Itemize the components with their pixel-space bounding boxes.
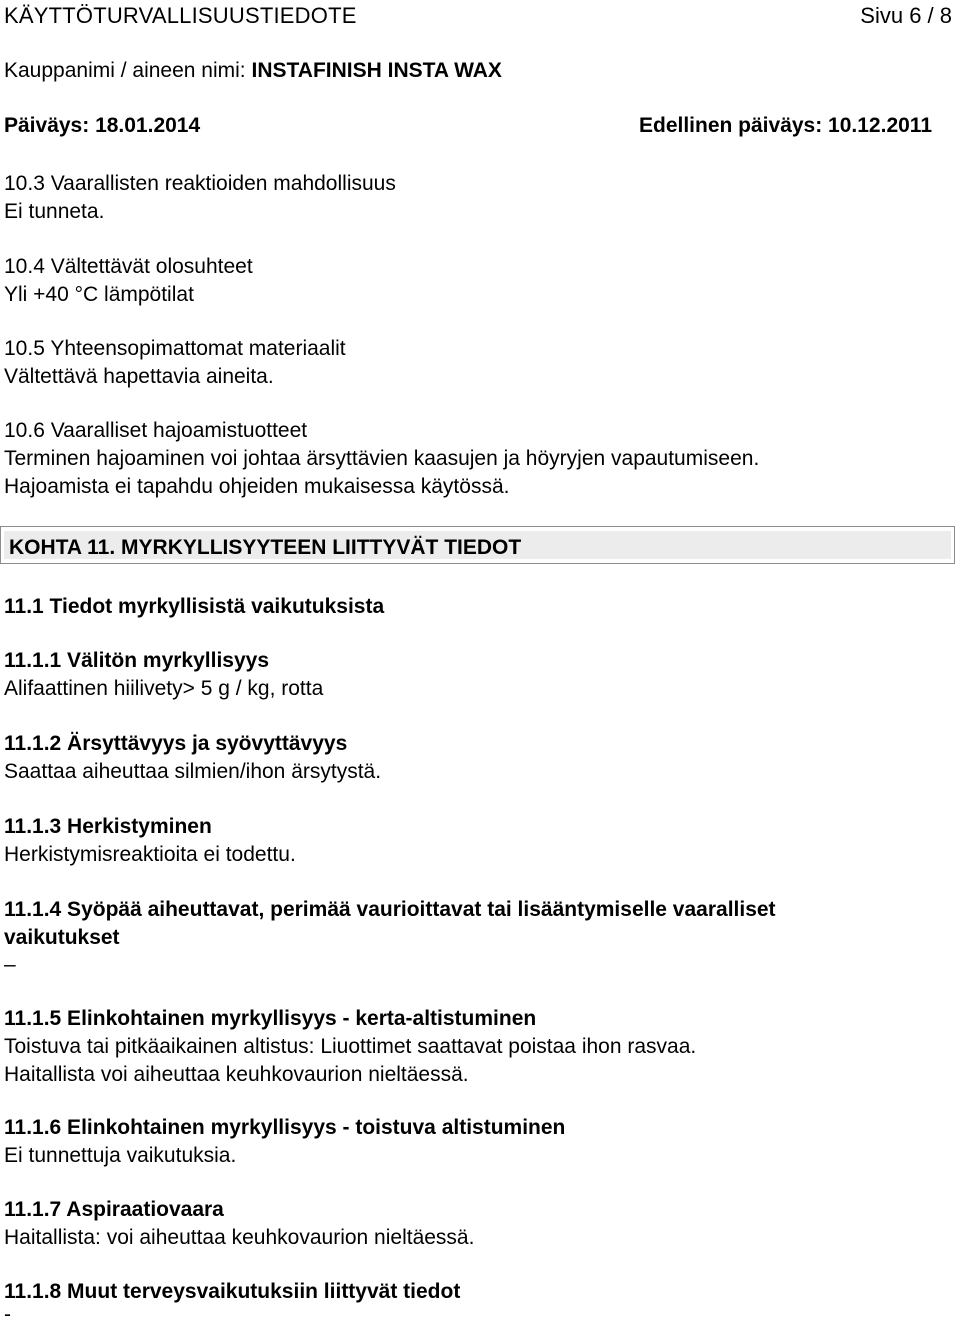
issue-date: Päiväys: 18.01.2014 [4, 114, 201, 137]
heading-11-1-4-line2: vaikutukset [4, 926, 120, 949]
text-11-1-5-line1: Toistuva tai pitkäaikainen altistus: Liuottimet saattavat poistaa ihon rasvaa. [4, 1035, 697, 1058]
text-11-1-2: Saattaa aiheuttaa silmien/ihon ärsytystä. [4, 760, 382, 783]
text-11-1-6: Ei tunnettuja vaikutuksia. [4, 1144, 237, 1167]
text-10-4: Yli +40 °C lämpötilat [4, 283, 194, 306]
text-10-3: Ei tunneta. [4, 200, 105, 223]
heading-11-1-8: 11.1.8 Muut terveysvaikutuksiin liittyvät tiedot [4, 1280, 461, 1303]
heading-11-1-7: 11.1.7 Aspiraatiovaara [4, 1198, 224, 1221]
text-11-1-8: - [4, 1303, 11, 1326]
section-11-banner [0, 526, 955, 564]
heading-10-4: 10.4 Vältettävät olosuhteet [4, 255, 253, 278]
text-11-1-5-line2: Haitallista voi aiheuttaa keuhkovaurion nieltäessä. [4, 1063, 469, 1086]
heading-11-1-1: 11.1.1 Välitön myrkyllisyys [4, 649, 270, 672]
text-11-1-3: Herkistymisreaktioita ei todettu. [4, 843, 296, 866]
heading-11-1-4-line1: 11.1.4 Syöpää aiheuttavat, perimää vaurioittavat tai lisääntymiselle vaaralliset [4, 898, 776, 921]
document-title: KÄYTTÖTURVALLISUUSTIEDOTE [4, 3, 357, 28]
heading-11-1-2: 11.1.2 Ärsyttävyys ja syövyttävyys [4, 732, 348, 755]
text-10-5: Vältettävä hapettavia aineita. [4, 365, 274, 388]
heading-11-1: 11.1 Tiedot myrkyllisistä vaikutuksista [4, 595, 385, 618]
page-number: Sivu 6 / 8 [860, 3, 952, 28]
text-10-6-line2: Hajoamista ei tapahdu ohjeiden mukaisessa käytössä. [4, 475, 510, 498]
heading-11-1-3: 11.1.3 Herkistyminen [4, 815, 212, 838]
product-name: INSTAFINISH INSTA WAX [251, 59, 502, 82]
text-11-1-1: Alifaattinen hiilivety> 5 g / kg, rotta [4, 677, 324, 700]
text-11-1-7: Haitallista: voi aiheuttaa keuhkovaurion nieltäessä. [4, 1226, 475, 1249]
heading-10-6: 10.6 Vaaralliset hajoamistuotteet [4, 419, 308, 442]
heading-10-5: 10.5 Yhteensopimattomat materiaalit [4, 337, 346, 360]
previous-date: Edellinen päiväys: 10.12.2011 [638, 114, 932, 137]
product-label: Kauppanimi / aineen nimi: [4, 59, 246, 82]
heading-11-1-5: 11.1.5 Elinkohtainen myrkyllisyys - kerta-altistuminen [4, 1007, 537, 1030]
section-11-title: KOHTA 11. MYRKYLLISYYTEEN LIITTYVÄT TIEDOT [9, 536, 522, 559]
text-11-1-4: – [4, 953, 16, 976]
section-11-banner-fill [4, 531, 951, 559]
text-10-6-line1: Terminen hajoaminen voi johtaa ärsyttävien kaasujen ja höyryjen vapautumiseen. [4, 447, 760, 470]
heading-10-3: 10.3 Vaarallisten reaktioiden mahdollisuus [4, 172, 396, 195]
product-line [4, 57, 502, 85]
heading-11-1-6: 11.1.6 Elinkohtainen myrkyllisyys - toistuva altistuminen [4, 1116, 566, 1139]
